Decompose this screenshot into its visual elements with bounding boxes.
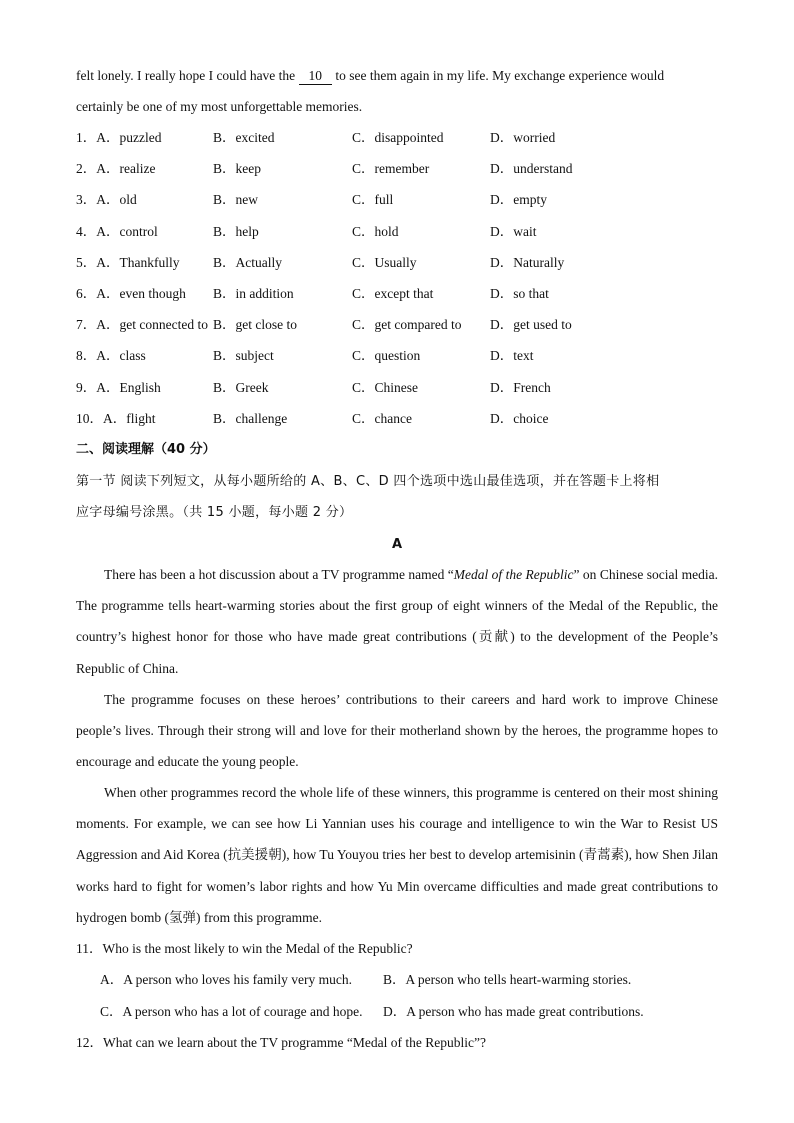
passage-line-1 xyxy=(76,66,664,86)
question-11-option-a: A．A person who loves his family very much. xyxy=(100,972,352,987)
option-b: B．help xyxy=(213,224,259,239)
option-a: 3．A．old xyxy=(76,192,137,207)
option-b: B．in addition xyxy=(213,286,294,301)
option-d: D．wait xyxy=(490,224,537,239)
option-row-2 xyxy=(76,159,736,179)
passage-text: felt lonely. I really hope I could have the xyxy=(76,68,299,83)
option-c: C．remember xyxy=(352,161,430,176)
option-c: C．Usually xyxy=(352,255,417,270)
option-d: D．Naturally xyxy=(490,255,565,270)
option-c: C．question xyxy=(352,348,421,363)
paragraph-1 xyxy=(76,559,718,684)
option-row-4 xyxy=(76,222,736,242)
section-title: 二、阅读理解（40 分） xyxy=(76,442,216,457)
question-12-stem: 12．What can we learn about the TV programme “Medal of the Republic”? xyxy=(76,1035,486,1050)
option-b: B．new xyxy=(213,192,258,207)
passage-text: to see them again in my life. My exchange experience would xyxy=(332,68,665,83)
option-row-5 xyxy=(76,253,736,273)
option-d: D．get used to xyxy=(490,317,572,332)
question-11-option-c: C．A person who has a lot of courage and hope. xyxy=(100,1004,363,1019)
paragraph-text: ” on Chinese social media. The programme tells heart-warming stories about the first group of eight winners of the Medal of the Republic, the country’s highest honor for those who have made great contributions (贡献) to the development of the People’s Republic of China. xyxy=(76,567,718,676)
question-11-option-b: B．A person who tells heart-warming stories. xyxy=(383,972,632,987)
passage-line-2: certainly be one of my most unforgettable memories. xyxy=(76,99,363,114)
blank-10: 10 xyxy=(299,68,333,85)
option-c: C．Chinese xyxy=(352,380,418,395)
programme-title: Medal of the Republic xyxy=(453,567,574,582)
option-b: B．get close to xyxy=(213,317,297,332)
option-a: 1．A．puzzled xyxy=(76,130,162,145)
question-11-option-d: D．A person who has made great contributions. xyxy=(383,1004,644,1019)
paragraph-text: There has been a hot discussion about a TV programme named “ xyxy=(104,567,454,582)
option-row-7 xyxy=(76,315,736,335)
option-c: C．hold xyxy=(352,224,399,239)
option-c: C．full xyxy=(352,192,394,207)
option-d: D．choice xyxy=(490,411,549,426)
option-c: C．chance xyxy=(352,411,412,426)
option-d: D．text xyxy=(490,348,534,363)
option-a: 7．A．get connected to xyxy=(76,317,208,332)
option-c: C．disappointed xyxy=(352,130,444,145)
option-d: D．understand xyxy=(490,161,573,176)
option-a: 5．A．Thankfully xyxy=(76,255,180,270)
option-b: B．keep xyxy=(213,161,261,176)
option-row-3 xyxy=(76,190,736,210)
option-row-6 xyxy=(76,284,736,304)
option-b: B．subject xyxy=(213,348,274,363)
option-b: B．Actually xyxy=(213,255,282,270)
instruction-line-1: 第一节 阅读下列短文，从每小题所给的 A、B、C、D 四个选项中选山最佳选项，并在答题卡上将相 xyxy=(76,474,660,489)
option-row-9 xyxy=(76,378,736,398)
option-b: B．excited xyxy=(213,130,275,145)
option-a: 8．A．class xyxy=(76,348,146,363)
passage-label: A xyxy=(391,537,403,552)
option-b: B．Greek xyxy=(213,380,269,395)
option-a: 6．A．even though xyxy=(76,286,186,301)
paragraph-3: When other programmes record the whole life of these winners, this programme is centered on their most shining moments. For example, we can see how Li Yannian uses his courage and intelligence to win the War to Resist US Aggression and Aid Korea (抗美援朝), how Tu Youyou tries her best to develop artemisinin (青蒿素), how Shen Jilan works hard to fight for women’s labor rights and how Yu Min overcame difficulties and made great contributions to hydrogen bomb (氢弹) from this programme. xyxy=(76,785,718,925)
option-row-8 xyxy=(76,346,736,366)
option-row-1 xyxy=(76,128,736,148)
option-d: D．so that xyxy=(490,286,549,301)
option-c: C．get compared to xyxy=(352,317,462,332)
paragraph-2: The programme focuses on these heroes’ contributions to their careers and hard work to improve Chinese people’s lives. Through their strong will and love for their motherland shown by the heroes, the programme hopes to encourage and educate the young people. xyxy=(76,692,718,770)
option-d: D．French xyxy=(490,380,551,395)
option-b: B．challenge xyxy=(213,411,288,426)
option-d: D．empty xyxy=(490,192,547,207)
question-11-stem: 11．Who is the most likely to win the Medal of the Republic? xyxy=(76,941,413,956)
option-a: 10．A．flight xyxy=(76,411,156,426)
instruction-line-2: 应字母编号涂黑。（共 15 小题，每小题 2 分） xyxy=(76,505,353,520)
option-c: C．except that xyxy=(352,286,434,301)
option-row-10 xyxy=(76,409,736,429)
option-a: 4．A．control xyxy=(76,224,158,239)
option-a: 9．A．English xyxy=(76,380,161,395)
option-d: D．worried xyxy=(490,130,556,145)
option-a: 2．A．realize xyxy=(76,161,156,176)
